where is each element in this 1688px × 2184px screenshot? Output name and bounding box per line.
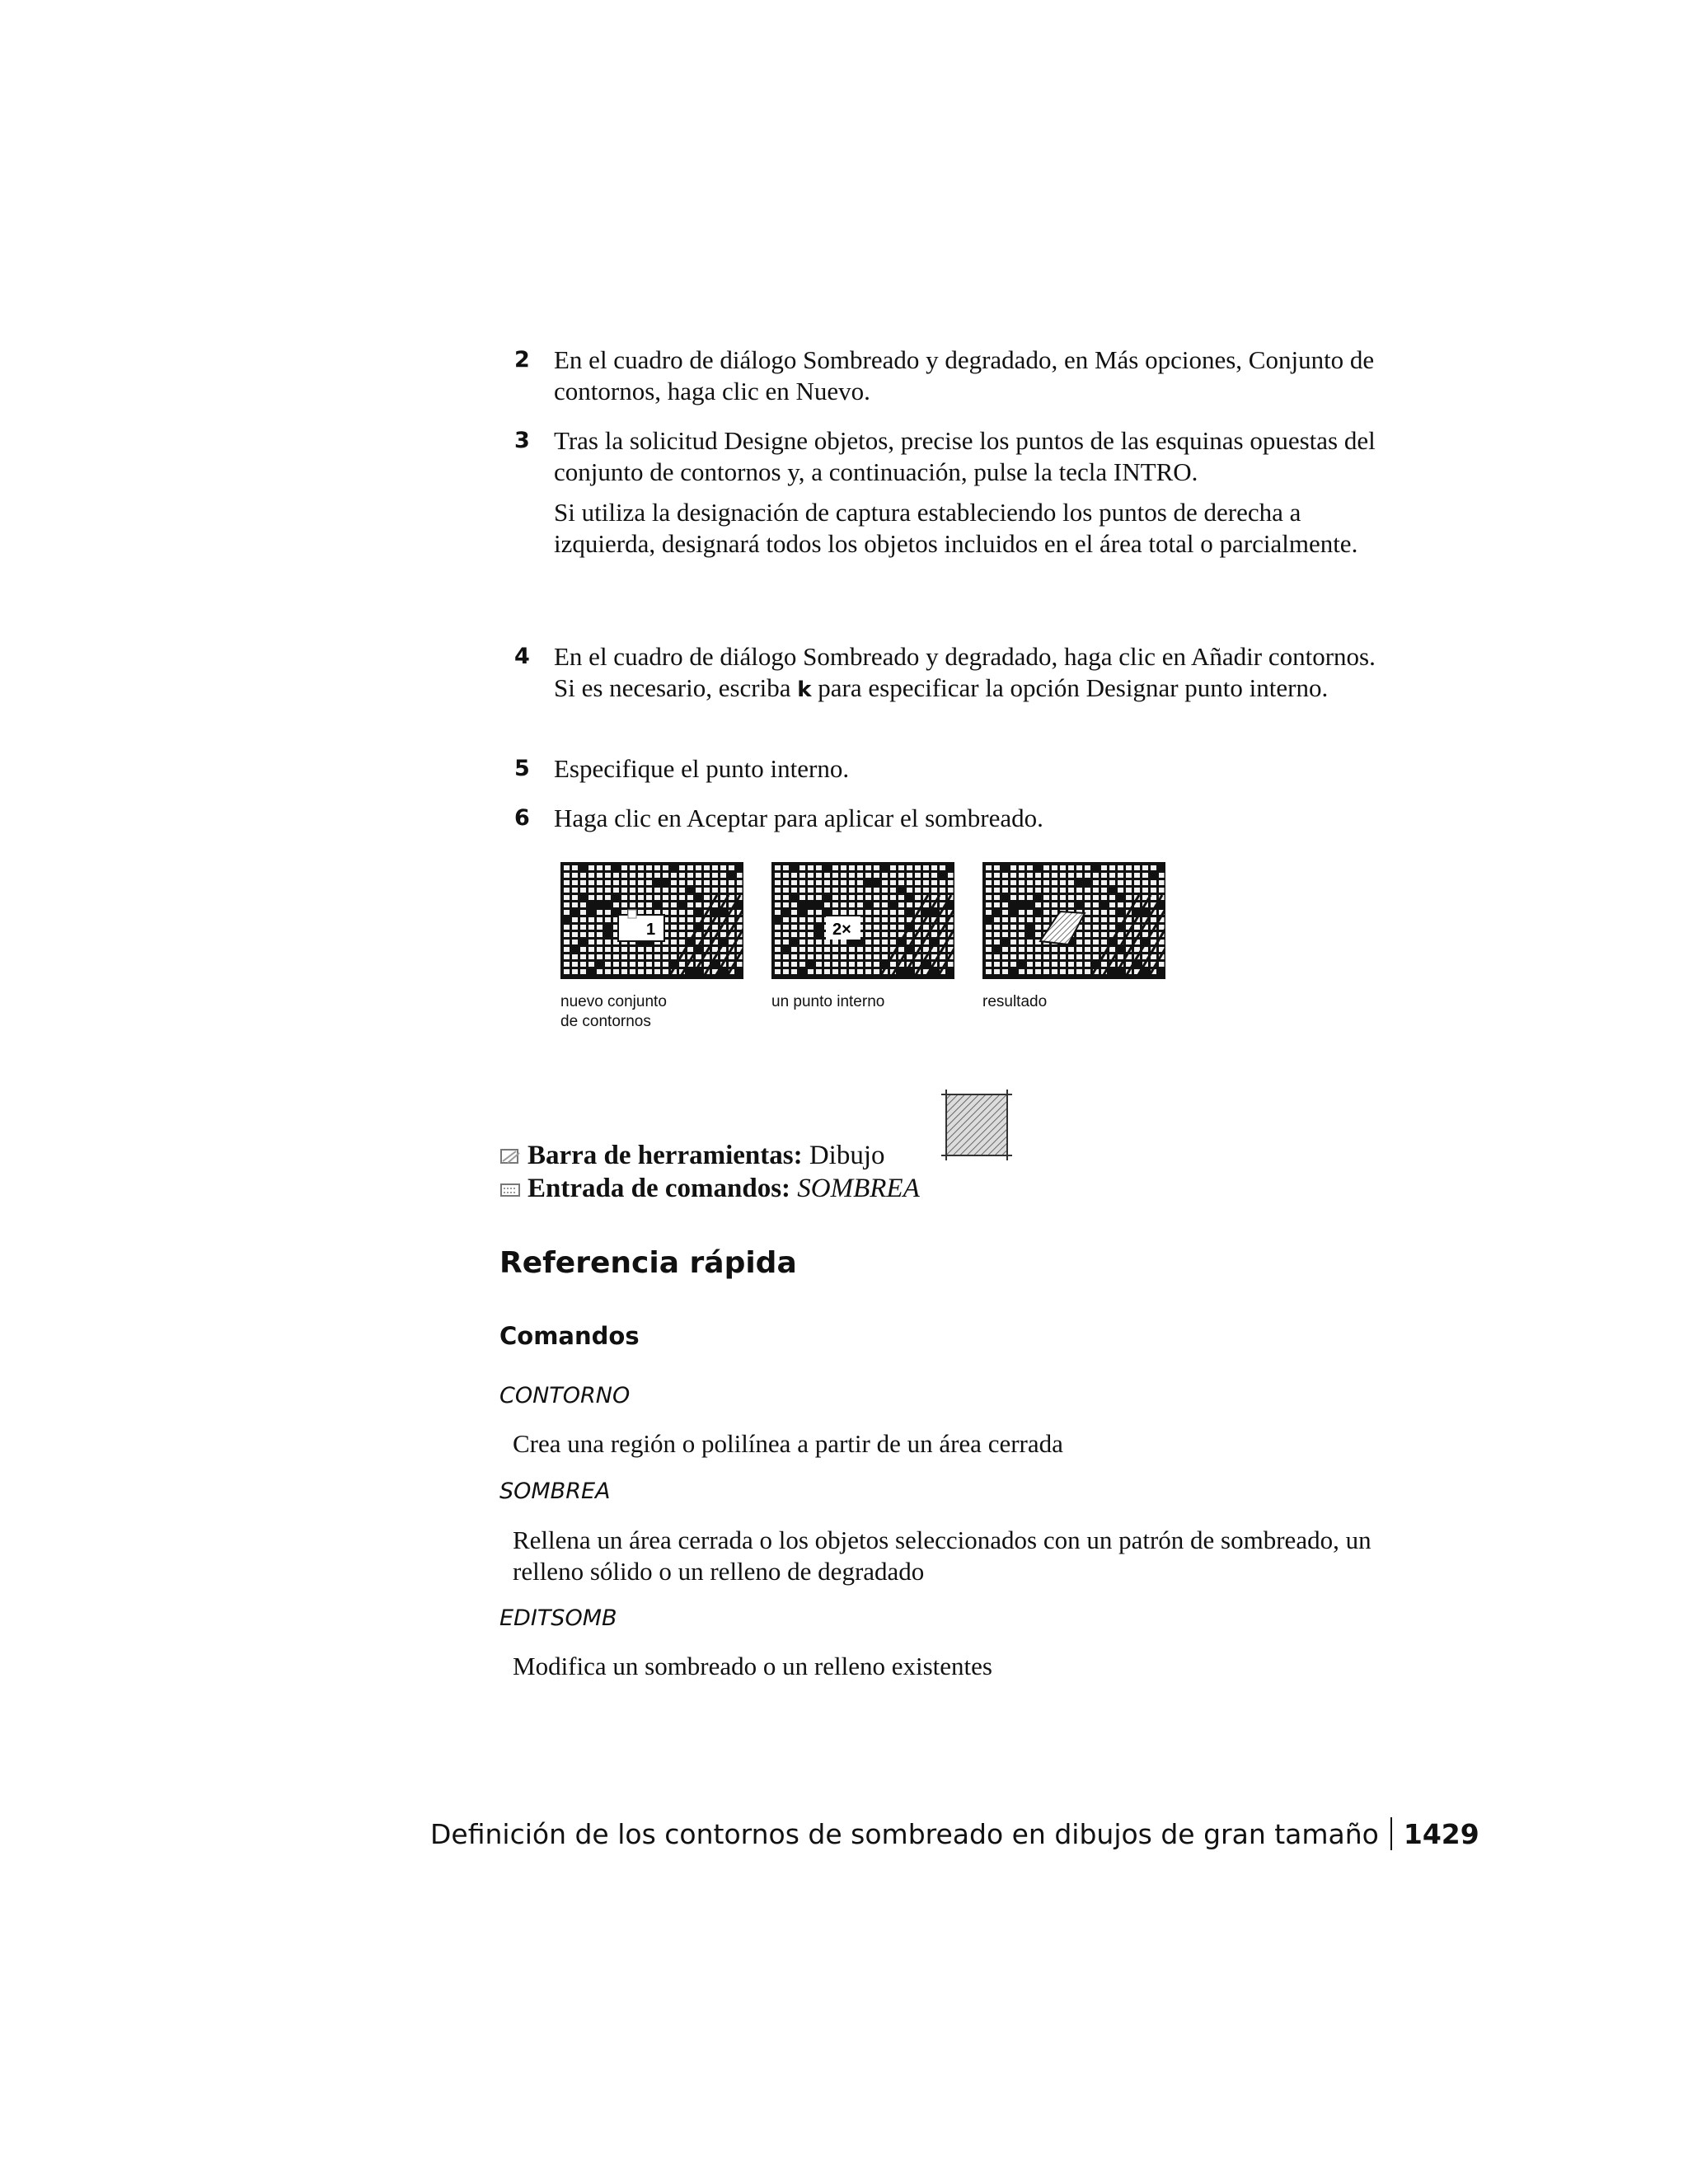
figure-internal-point [771, 862, 954, 1012]
step-number: 5 [514, 756, 530, 781]
keyboard-icon [499, 1181, 523, 1199]
step-text: Haga clic en Aceptar para aplicar el sombreado. [554, 804, 1043, 832]
step-number: 3 [514, 428, 530, 453]
commands-subheading: Comandos [499, 1322, 640, 1350]
hatch-tool-icon [941, 1090, 1012, 1160]
command-editsomb[interactable]: EDITSOMB [499, 1605, 617, 1631]
figure-caption: un punto interno [771, 993, 885, 1010]
step-number: 4 [514, 644, 530, 669]
toolbar-access: Barra de herramientas: Dibujo [499, 1139, 1076, 1172]
step-text: En el cuadro de diálogo Sombreado y degradado, haga clic en Añadir contornos. Si es necesario, escriba k para especificar la opción Designar punto interno. [554, 642, 1376, 702]
command-description: Modifica un sombreado o un relleno existentes [513, 1652, 992, 1680]
key-k: k [797, 677, 812, 702]
figure-caption: nuevo conjunto de contornos [560, 993, 667, 1030]
figure-result [982, 862, 1165, 1012]
command-access: Entrada de comandos: SOMBREA [499, 1172, 1076, 1205]
step-number: 2 [514, 347, 530, 373]
footer-separator [1390, 1817, 1392, 1850]
step-text: Especifique el punto interno. [554, 754, 850, 783]
footer-title: Definición de los contornos de sombreado en dibujos de gran tamaño [430, 1818, 1379, 1850]
toolbar-icon [499, 1148, 523, 1166]
step-text: Tras la solicitud Designe objetos, precise los puntos de las esquinas opuestas del conjunto de contornos y, a continuación, pulse la tecla INTRO. [554, 426, 1376, 486]
quick-reference-heading: Referencia rápida [499, 1246, 797, 1280]
figure-new-boundary-set [560, 862, 743, 1032]
command-contorno[interactable]: CONTORNO [499, 1383, 631, 1408]
hatch-illustrations [560, 862, 1434, 1035]
step-number: 6 [514, 805, 530, 831]
street-map-image [982, 862, 1165, 979]
pick-marker: 1 [646, 921, 656, 939]
street-map-image [560, 862, 743, 979]
toolbar-name: Dibujo [809, 1141, 885, 1170]
pick-marker: 2× [832, 921, 851, 939]
step-note: Si utiliza la designación de captura estableciendo los puntos de derecha a izquierda, designará todos los objetos incluidos en el área total o parcialmente. [554, 498, 1358, 558]
figure-caption: resultado [982, 993, 1048, 1010]
step-text: En el cuadro de diálogo Sombreado y degradado, en Más opciones, Conjunto de contornos, haga clic en Nuevo. [554, 345, 1375, 405]
page-number: 1429 [1403, 1818, 1479, 1850]
command-name: SOMBREA [797, 1174, 920, 1203]
page-footer [430, 1817, 1479, 1850]
command-sombrea[interactable]: SOMBREA [499, 1479, 611, 1504]
command-description: Crea una región o polilínea a partir de un área cerrada [513, 1429, 1063, 1458]
command-description: Rellena un área cerrada o los objetos seleccionados con un patrón de sombreado, un relleno sólido o un relleno de degradado [513, 1526, 1372, 1586]
street-map-image [771, 862, 954, 979]
